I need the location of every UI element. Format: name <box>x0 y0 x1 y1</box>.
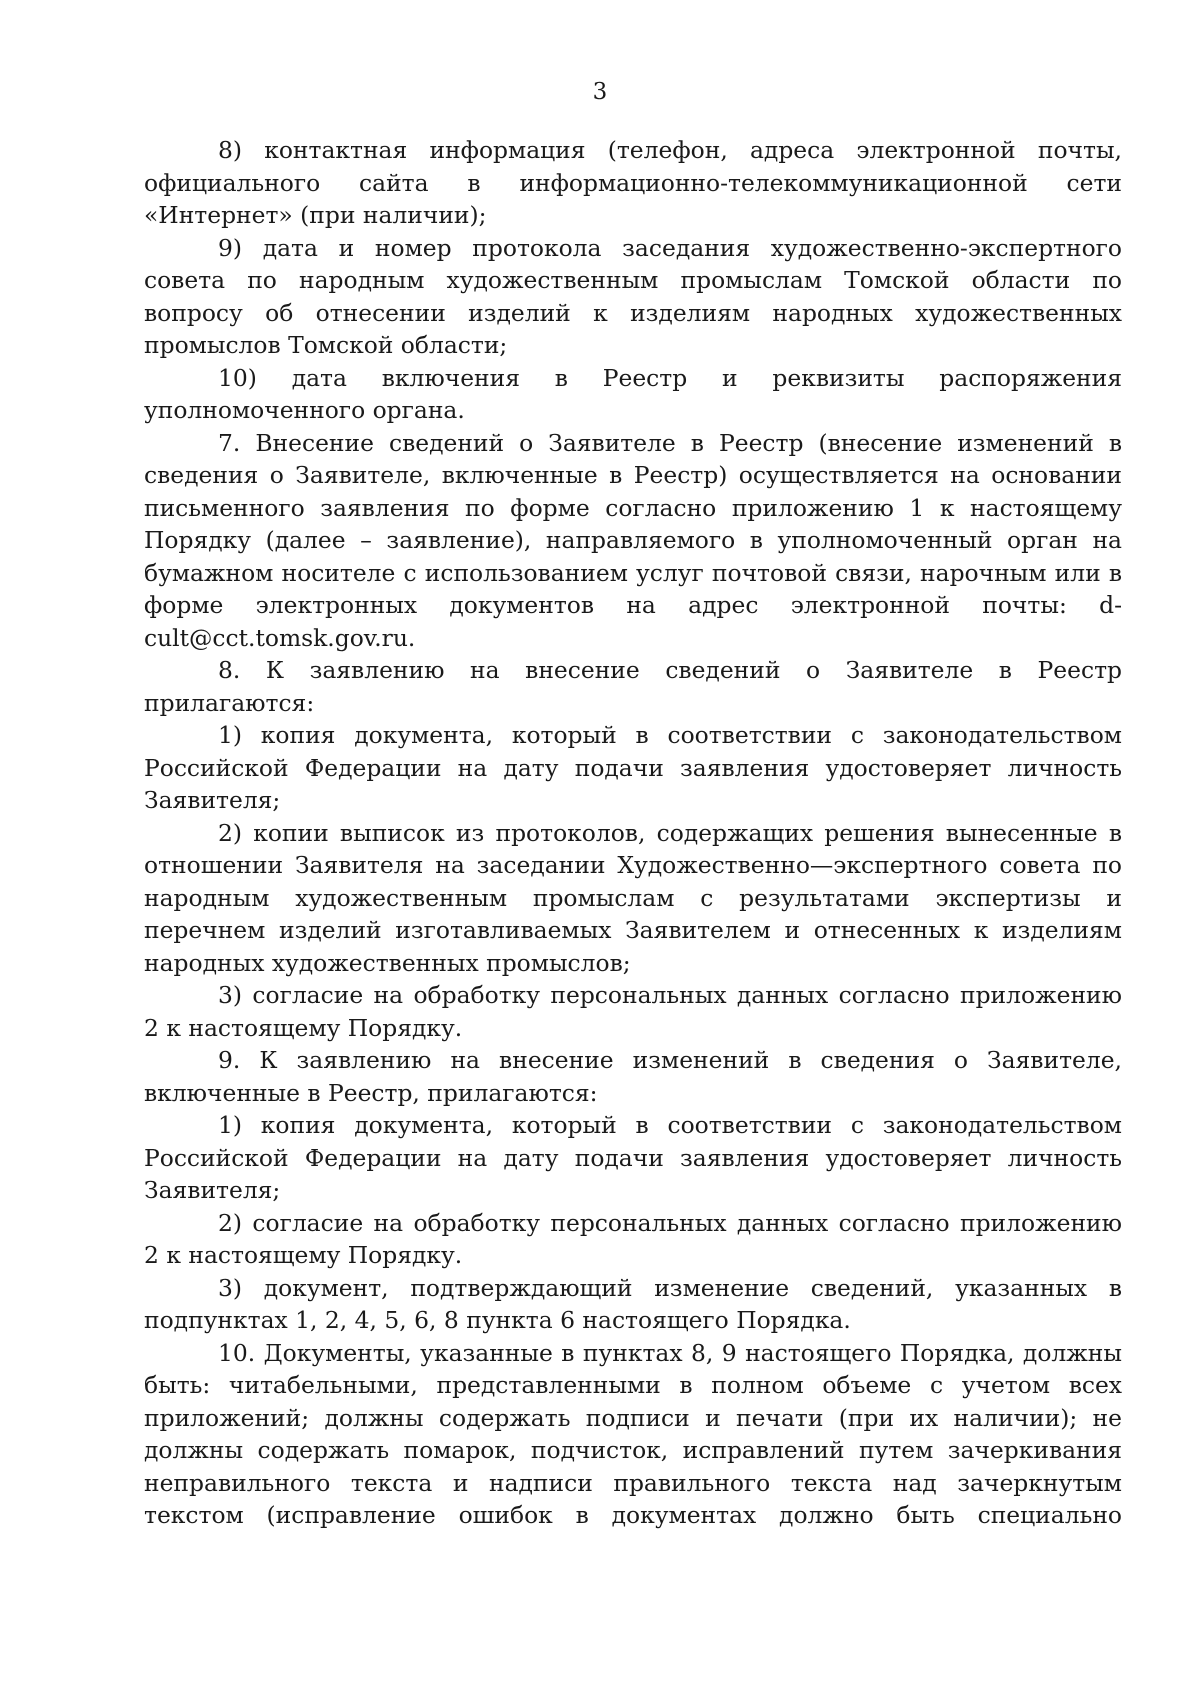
clause-8-attachments-intro: 8. К заявлению на внесение сведений о Заявителе в Реестр прилагаются: <box>144 656 1122 717</box>
item-8-contact-info: 8) контактная информация (телефон, адреса электронной почты, официального сайта в информационно-телекоммуникационной сети «Интернет» (при наличии); <box>144 136 1122 229</box>
clause-10-document-requirements: 10. Документы, указанные в пунктах 8, 9 настоящего Порядка, должны быть: читабельными, представленными в полном объеме с учетом всех приложений; должны содержать подписи и печати (при их наличии); не должны содержать помарок, подчисток, исправлений путем зачеркивания неправильного текста и надписи правильного текста над зачеркнутым текстом (исправление ошибок в документах должно быть специально <box>144 1338 1122 1529</box>
clause-9-item-1: 1) копия документа, который в соответствии с законодательством Российской Федерации на дату подачи заявления удостоверяет личность Заявителя; <box>144 1111 1122 1204</box>
page-number: 3 <box>592 79 608 105</box>
clause-9-item-3: 3) документ, подтверждающий изменение сведений, указанных в подпунктах 1, 2, 4, 5, 6, 8 пункта 6 настоящего Порядка. <box>144 1273 1122 1334</box>
clause-7-application: 7. Внесение сведений о Заявителе в Реестр (внесение изменений в сведения о Заявителе, включенные в Реестр) осуществляется на основании письменного заявления по форме согласно приложению 1 к настоящему Порядку (далее – заявление), направляемого в уполномоченный орган на бумажном носителе с использованием услуг почтовой связи, нарочным или в форме электронных документов на адрес электронной почты: d-cult@cct.tomsk.gov.ru. <box>144 428 1122 652</box>
clause-9-attachments-intro: 9. К заявлению на внесение изменений в сведения о Заявителе, включенные в Реестр, прилагаются: <box>144 1046 1122 1107</box>
clause-8-item-1: 1) копия документа, который в соответствии с законодательством Российской Федерации на дату подачи заявления удостоверяет личность Заявителя; <box>144 721 1122 814</box>
clause-8-item-2: 2) копии выписок из протоколов, содержащих решения вынесенные в отношении Заявителя на заседании Художественно—экспертного совета по народным художественным промыслам с результатами экспертизы и перечнем изделий изготавливаемых Заявителем и отнесенных к изделиям народных художественных промыслов; <box>144 818 1122 977</box>
clause-8-item-3: 3) согласие на обработку персональных данных согласно приложению 2 к настоящему Порядку. <box>144 981 1122 1042</box>
item-10-registry-inclusion-date: 10) дата включения в Реестр и реквизиты распоряжения уполномоченного органа. <box>144 363 1122 424</box>
item-9-protocol-date: 9) дата и номер протокола заседания художественно-экспертного совета по народным художественным промыслам Томской области по вопросу об отнесении изделий к изделиям народных художественных промыслов Томской области; <box>144 233 1122 359</box>
document-body <box>144 134 1122 1532</box>
clause-9-item-2: 2) согласие на обработку персональных данных согласно приложению 2 к настоящему Порядку. <box>144 1208 1122 1269</box>
